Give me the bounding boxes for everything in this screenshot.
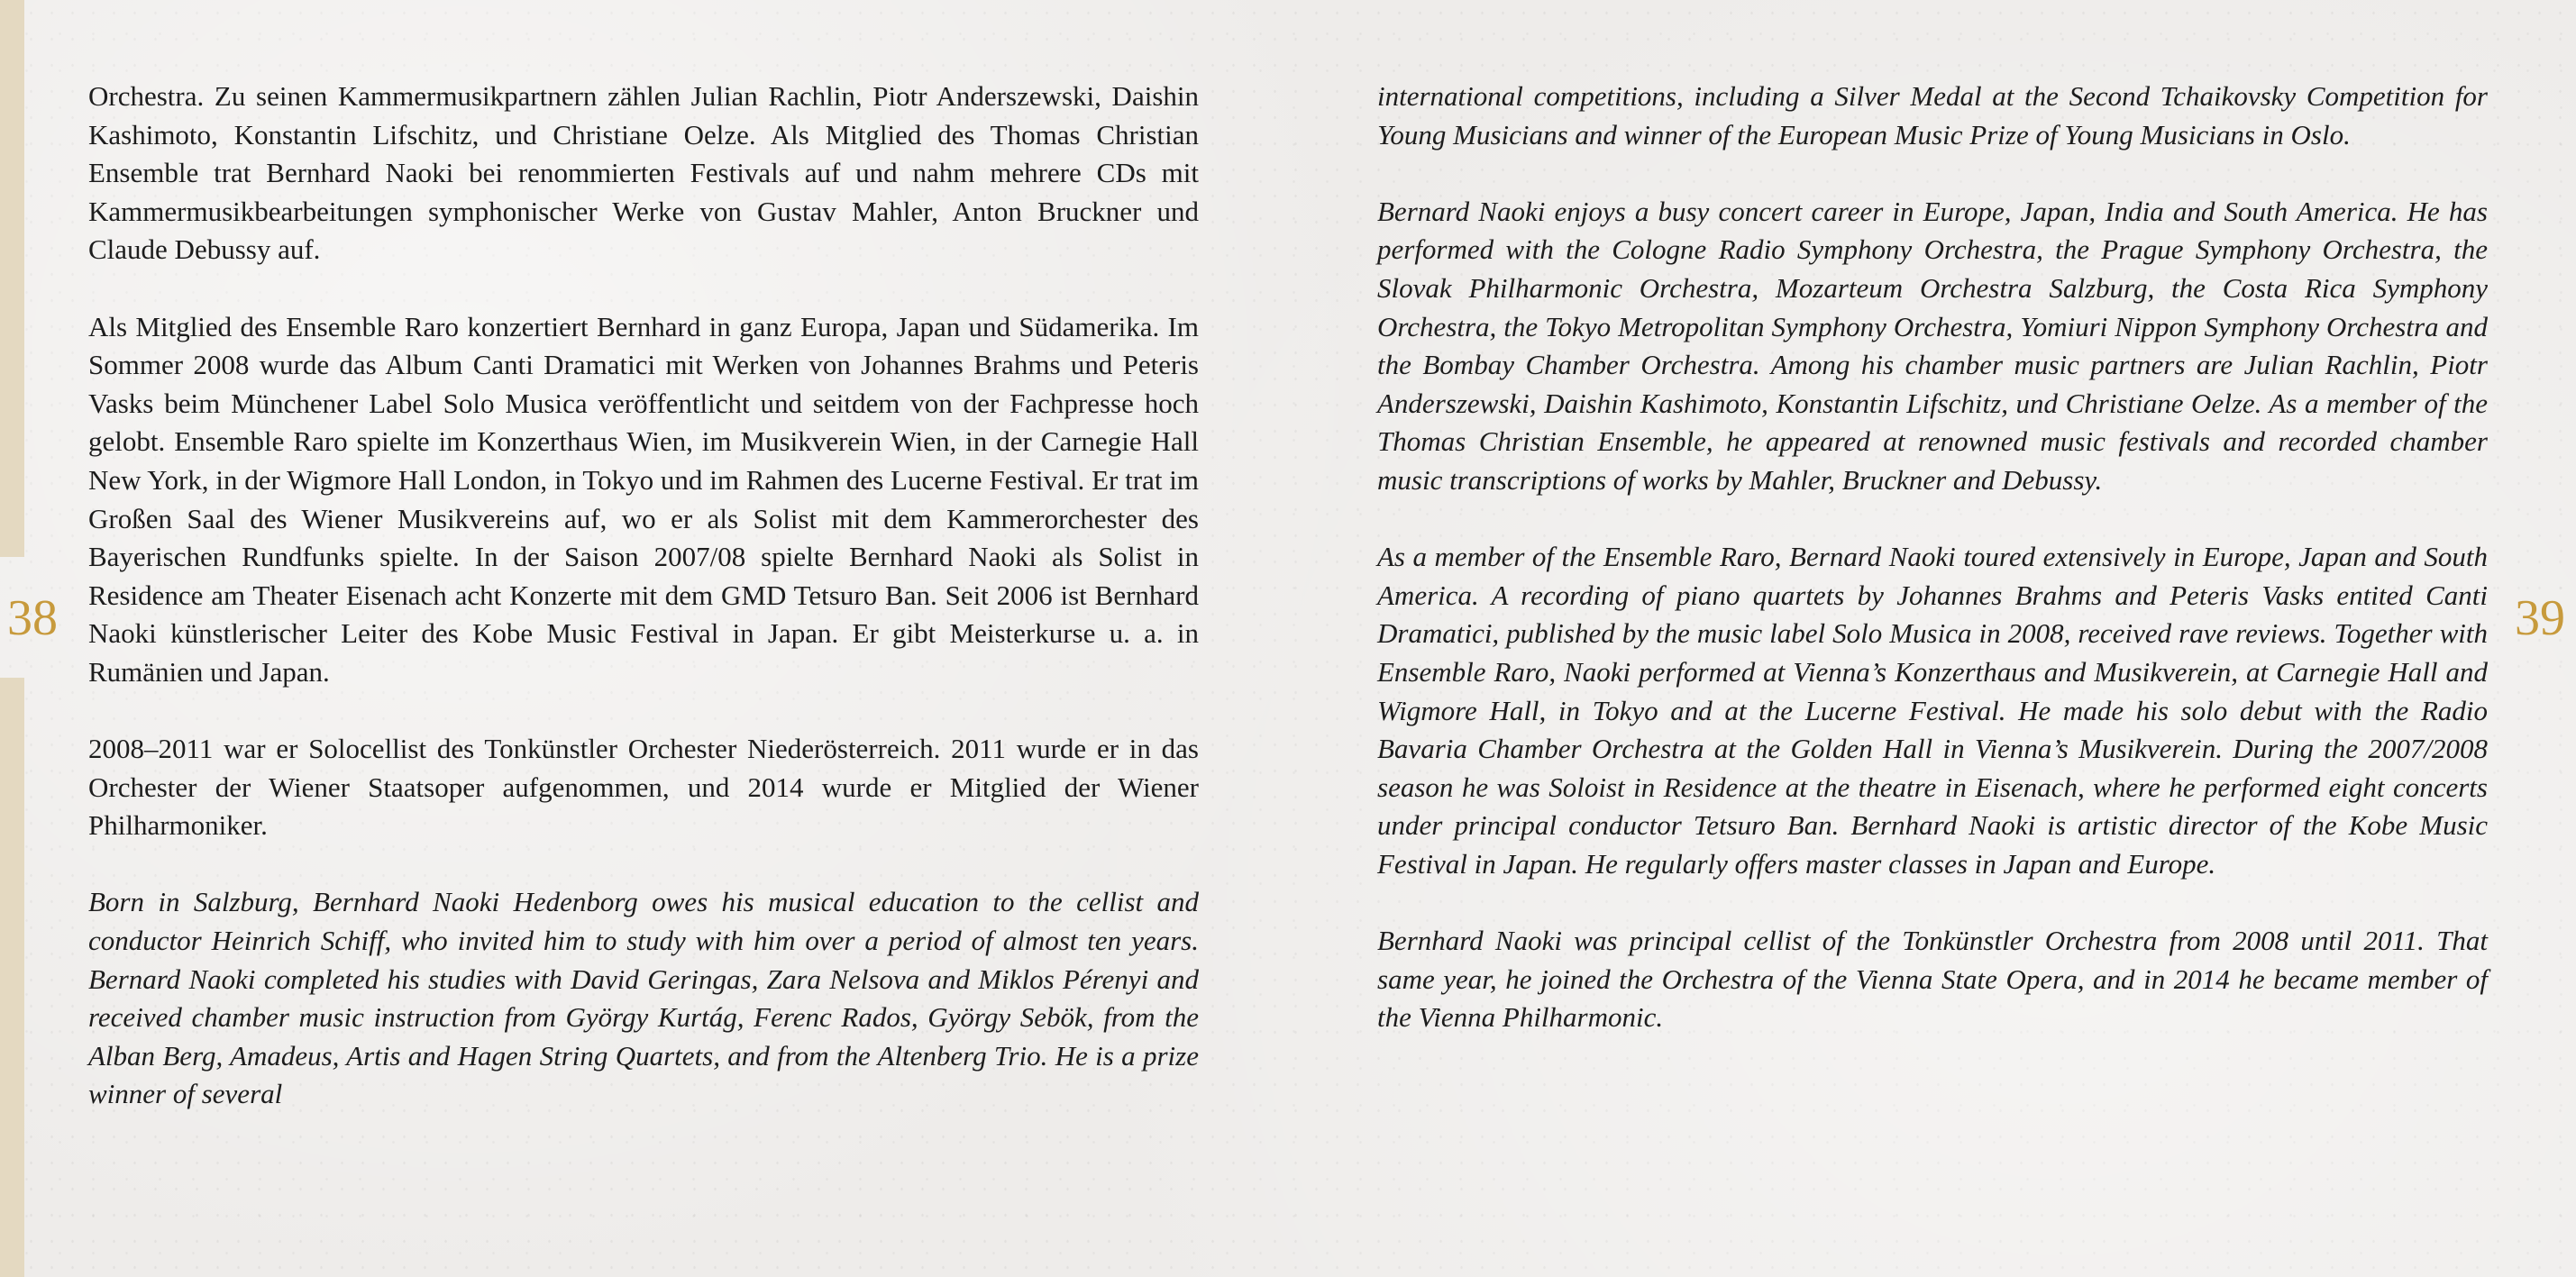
page-number-left: 38 [7,590,58,646]
page-edge-strip-bottom [0,678,24,1277]
right-column [1377,78,2488,1075]
paragraph-english-competitions: international competitions, including a Silver Medal at the Second Tchaikovsky Competition for Young Musicians and winner of the European Music Prize of Young Musicians in Oslo. [1377,80,2488,151]
paragraph-english-concert-career: Bernard Naoki enjoys a busy concert career in Europe, Japan, India and South America. He has performed with the Cologne Radio Symphony Orchestra, the Prague Symphony Orchestra, the Slovak Philharmonic Orchestra, Mozarteum Orchestra Salzburg, the Costa Rica Symphony Orchestra, the Tokyo Metropolitan Symphony Orchestra, Yomiuri Nippon Symphony Orchestra and the Bombay Chamber Orchestra. Among his chamber music partners are Julian Rachlin, Piotr Anderszewski, Daishin Kashimoto, Konstantin Lifschitz, und Christiane Oelze. As a member of the Thomas Christian Ensemble, he appeared at renowned music festivals and recorded chamber music transcriptions of works by Mahler, Bruckner and Debussy. [1377,195,2488,496]
paragraph-german-ensemble-raro: Als Mitglied des Ensemble Raro konzertiert Bernhard in ganz Europa, Japan und Südamerika. Im Sommer 2008 wurde das Album Canti Dramatici mit Werken von Johannes Brahms und Peteris Vasks beim Münchener Label Solo Musica veröffentlicht und seitdem von der Fachpresse hoch gelobt. Ensemble Raro spielte im Konzerthaus Wien, im Musikverein Wien, in der Carnegie Hall New York, in der Wigmore Hall London, in Tokyo und im Rahmen des Lucerne Festival. Er trat im Großen Saal des Wiener Musikvereins auf, wo er als Solist mit dem Kammerorchester des Bayerischen Rundfunks spielte. In der Saison 2007/08 spielte Bernhard Naoki als Solist in Residence am Theater Eisenach acht Konzerte mit dem GMD Tetsuro Ban. Seit 2006 ist Bernhard Naoki künstlerischer Leiter des Kobe Music Festival in Japan. Er gibt Meisterkurse u. a. in Rumänien und Japan. [88,310,1199,688]
page-number-right: 39 [2515,590,2565,646]
paragraph-german-orchestra: 2008–2011 war er Solocellist des Tonkünstler Orchester Niederösterreich. 2011 wurde er in das Orchester der Wiener Staatsoper aufgenommen, und 2014 wurde er Mitglied der Wiener Philharmoniker. [88,733,1199,842]
paragraph-english-orchestra: Bernhard Naoki was principal cellist of the Tonkünstler Orchestra from 2008 until 2011. That same year, he joined the Orchestra of the Vienna State Opera, and in 2014 he became member of the Vienna Philharmonic. [1377,925,2488,1034]
page-edge-strip-top [0,0,24,557]
paragraph-german-chamber-music: Orchestra. Zu seinen Kammermusikpartnern zählen Julian Rachlin, Piotr Anderszewski, Daishin Kashimoto, Konstantin Lifschitz, und Christiane Oelze. Als Mitglied des Thomas Christian Ensemble trat Bernhard Naoki bei renommierten Festivals auf und nahm mehrere CDs mit Kammermusikbearbeitungen symphonischer Werke von Gustav Mahler, Anton Bruckner und Claude Debussy auf. [88,80,1199,266]
left-column [88,78,1199,1153]
paragraph-english-biography: Born in Salzburg, Bernhard Naoki Hedenborg owes his musical education to the cellist and conductor Heinrich Schiff, who invited him to study with him over a period of almost ten years. Bernard Naoki completed his studies with David Geringas, Zara Nelsova and Miklos Pérenyi and received chamber music instruction from György Kurtág, Ferenc Rados, György Sebök, from the Alban Berg, Amadeus, Artis and Hagen String Quartets, and from the Altenberg Trio. He is a prize winner of several [88,886,1199,1110]
paragraph-english-ensemble-raro: As a member of the Ensemble Raro, Bernard Naoki toured extensively in Europe, Japan and South America. A recording of piano quartets by Johannes Brahms and Peteris Vasks entited Canti Dramatici, published by the music label Solo Musica in 2008, received rave reviews. Together with Ensemble Raro, Naoki performed at Vienna’s Konzerthaus and Musikverein, at Carnegie Hall and Wigmore Hall, in Tokyo and at the Lucerne Festival. He made his solo debut with the Radio Bavaria Chamber Orchestra at the Golden Hall in Vienna’s Musikverein. During the 2007/2008 season he was Soloist in Residence at the theatre in Eisenach, where he performed eight concerts under principal conductor Tetsuro Ban. Bernhard Naoki is artistic director of the Kobe Music Festival in Japan. He regularly offers master classes in Japan and Europe. [1377,541,2488,880]
